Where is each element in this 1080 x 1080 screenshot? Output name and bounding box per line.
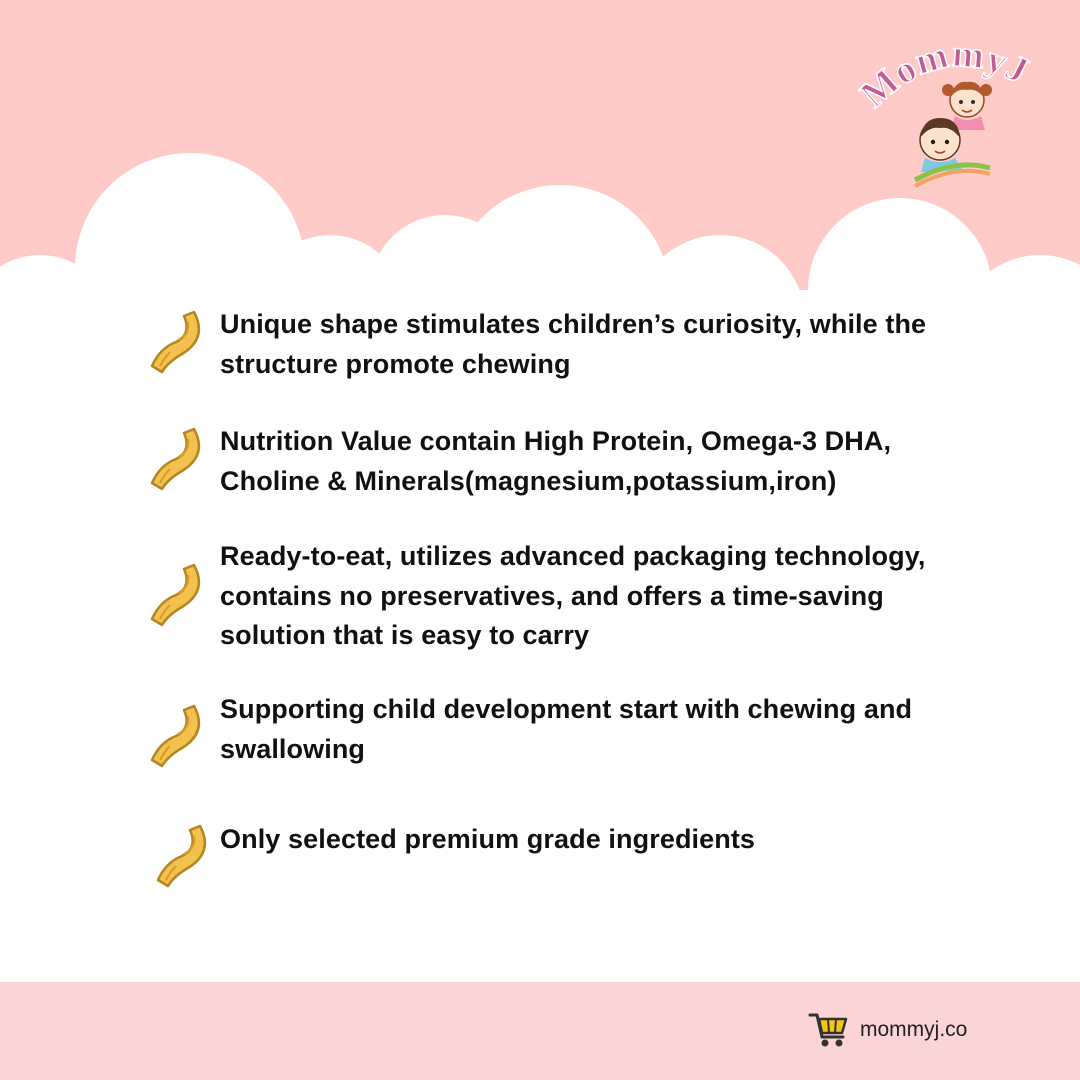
mommyj-logo [855, 40, 1055, 200]
feature-text: Supporting child development start with chewing and swallowing [220, 694, 913, 764]
website-url: mommyj.co [860, 1018, 968, 1041]
feature-text: Unique shape stimulates children’s curiosity, while the structure promote chewing [220, 309, 927, 379]
macaroni-icon [150, 425, 208, 491]
feature-text: Only selected premium grade ingredients [220, 824, 756, 854]
macaroni-icon [150, 308, 208, 374]
svg-text:MommyJ [855, 40, 1036, 116]
feature-text: Ready-to-eat, utilizes advanced packaging technology, contains no preservatives, and offers a time-saving solution that is easy to carry [220, 541, 926, 650]
feature-text: Nutrition Value contain High Protein, Omega-3 DHA, Choline & Minerals(magnesium,potassium,iron) [220, 426, 892, 496]
website-link[interactable] [808, 1008, 967, 1052]
macaroni-icon [156, 822, 214, 888]
macaroni-icon [150, 561, 208, 627]
macaroni-icon [150, 702, 208, 768]
shopping-cart-icon [808, 1009, 850, 1051]
logo-text: MommyJ [855, 40, 1036, 117]
